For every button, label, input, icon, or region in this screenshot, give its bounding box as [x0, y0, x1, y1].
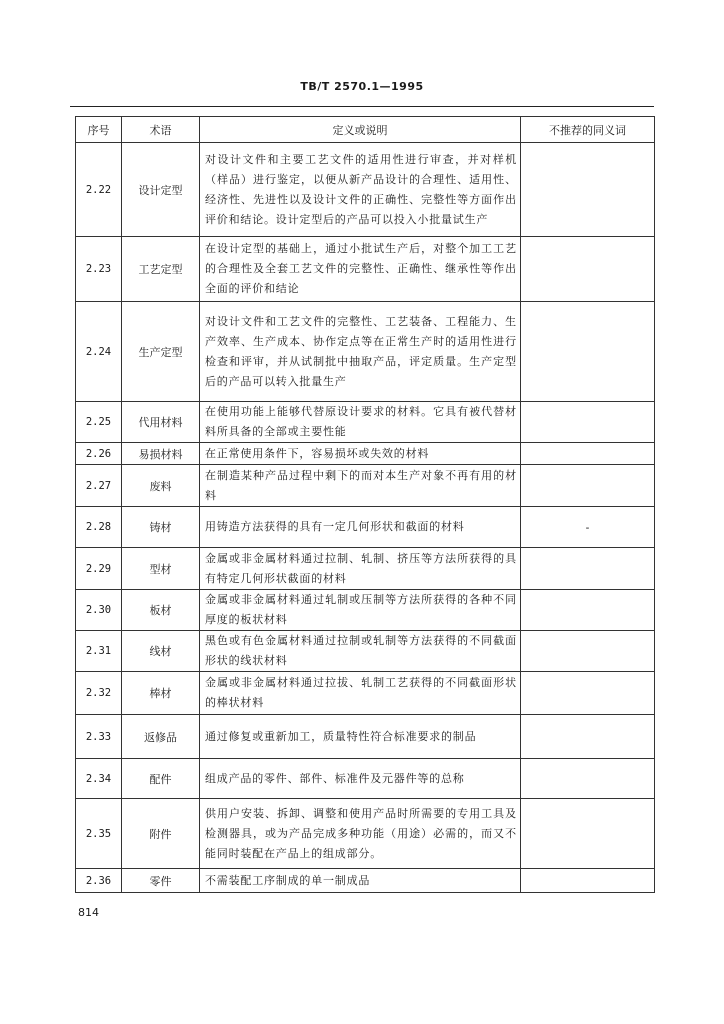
term-number: 2.29 [76, 548, 122, 590]
term-definition: 金属或非金属材料通过轧制或压制等方法所获得的各种不同厚度的板状材料 [200, 590, 521, 631]
term-number: 2.22 [76, 143, 122, 237]
table-row [76, 590, 655, 631]
term-number: 2.33 [76, 715, 122, 759]
term-definition: 在设计定型的基础上，通过小批试生产后，对整个加工工艺的合理性及全套工艺文件的完整性、正确性、继承性等作出全面的评价和结论 [200, 237, 521, 302]
table-row [76, 869, 655, 893]
table-row [76, 548, 655, 590]
document-header: TB/T 2570.1—1995 [300, 80, 424, 93]
table-row [76, 402, 655, 443]
term-name: 棒材 [122, 672, 200, 715]
term-synonym [521, 302, 655, 402]
term-definition: 不需装配工序制成的单一制成品 [200, 869, 521, 893]
column-header-synonym: 不推荐的同义词 [521, 117, 655, 143]
term-number: 2.24 [76, 302, 122, 402]
table-row [76, 672, 655, 715]
term-synonym [521, 548, 655, 590]
table-row [76, 715, 655, 759]
term-synonym [521, 590, 655, 631]
term-name: 型材 [122, 548, 200, 590]
term-number: 2.31 [76, 631, 122, 672]
column-header-term: 术语 [122, 117, 200, 143]
term-synonym [521, 465, 655, 507]
term-definition: 金属或非金属材料通过拉制、轧制、挤压等方法所获得的具有特定几何形状截面的材料 [200, 548, 521, 590]
term-name: 配件 [122, 759, 200, 799]
term-name: 易损材料 [122, 443, 200, 465]
term-definition: 金属或非金属材料通过拉拔、轧制工艺获得的不同截面形状的棒状材料 [200, 672, 521, 715]
term-number: 2.23 [76, 237, 122, 302]
table-header-row [76, 117, 655, 143]
term-synonym [521, 402, 655, 443]
term-definition: 在正常使用条件下，容易损坏或失效的材料 [200, 443, 521, 465]
term-name: 板材 [122, 590, 200, 631]
column-header-number: 序号 [76, 117, 122, 143]
term-synonym [521, 869, 655, 893]
term-number: 2.25 [76, 402, 122, 443]
term-definition: 在制造某种产品过程中剩下的而对本生产对象不再有用的材料 [200, 465, 521, 507]
term-synonym: - [521, 507, 655, 548]
term-number: 2.35 [76, 799, 122, 869]
term-name: 零件 [122, 869, 200, 893]
term-name: 废料 [122, 465, 200, 507]
page-number: 814 [78, 906, 99, 919]
term-definition: 供用户安装、拆卸、调整和使用产品时所需要的专用工具及检测器具，或为产品完成多种功能（用途）必需的，而又不能同时装配在产品上的组成部分。 [200, 799, 521, 869]
terms-table [75, 116, 655, 893]
term-name: 设计定型 [122, 143, 200, 237]
table-row [76, 237, 655, 302]
term-number: 2.36 [76, 869, 122, 893]
table-row [76, 465, 655, 507]
table-row [76, 799, 655, 869]
term-definition: 对设计文件和主要工艺文件的适用性进行审查，并对样机（样品）进行鉴定，以便从新产品设计的合理性、适用性、经济性、先进性以及设计文件的正确性、完整性等方面作出评价和结论。设计定型后的产品可以投入小批量试生产 [200, 143, 521, 237]
term-name: 代用材料 [122, 402, 200, 443]
term-synonym [521, 799, 655, 869]
term-name: 线材 [122, 631, 200, 672]
table-row [76, 143, 655, 237]
term-synonym [521, 237, 655, 302]
term-name: 工艺定型 [122, 237, 200, 302]
table-row [76, 631, 655, 672]
term-number: 2.30 [76, 590, 122, 631]
term-definition: 在使用功能上能够代替原设计要求的材料。它具有被代替材料所具备的全部或主要性能 [200, 402, 521, 443]
term-synonym [521, 143, 655, 237]
table-row [76, 507, 655, 548]
term-name: 附件 [122, 799, 200, 869]
term-definition: 通过修复或重新加工，质量特性符合标准要求的制品 [200, 715, 521, 759]
term-synonym [521, 759, 655, 799]
term-name: 生产定型 [122, 302, 200, 402]
term-synonym [521, 672, 655, 715]
term-name: 铸材 [122, 507, 200, 548]
term-name: 返修品 [122, 715, 200, 759]
term-definition: 用铸造方法获得的具有一定几何形状和截面的材料 [200, 507, 521, 548]
term-definition: 黑色或有色金属材料通过拉制或轧制等方法获得的不同截面形状的线状材料 [200, 631, 521, 672]
term-number: 2.26 [76, 443, 122, 465]
term-number: 2.27 [76, 465, 122, 507]
table-row [76, 302, 655, 402]
term-number: 2.34 [76, 759, 122, 799]
term-definition: 组成产品的零件、部件、标准件及元器件等的总称 [200, 759, 521, 799]
table-row [76, 443, 655, 465]
term-synonym [521, 715, 655, 759]
column-header-definition: 定义或说明 [200, 117, 521, 143]
header-rule [70, 106, 654, 107]
term-number: 2.32 [76, 672, 122, 715]
term-definition: 对设计文件和工艺文件的完整性、工艺装备、工程能力、生产效率、生产成本、协作定点等在正常生产时的适用性进行检查和评审，并从试制批中抽取产品，评定质量。生产定型后的产品可以转入批量生产 [200, 302, 521, 402]
table-row [76, 759, 655, 799]
term-number: 2.28 [76, 507, 122, 548]
term-synonym [521, 631, 655, 672]
term-synonym [521, 443, 655, 465]
